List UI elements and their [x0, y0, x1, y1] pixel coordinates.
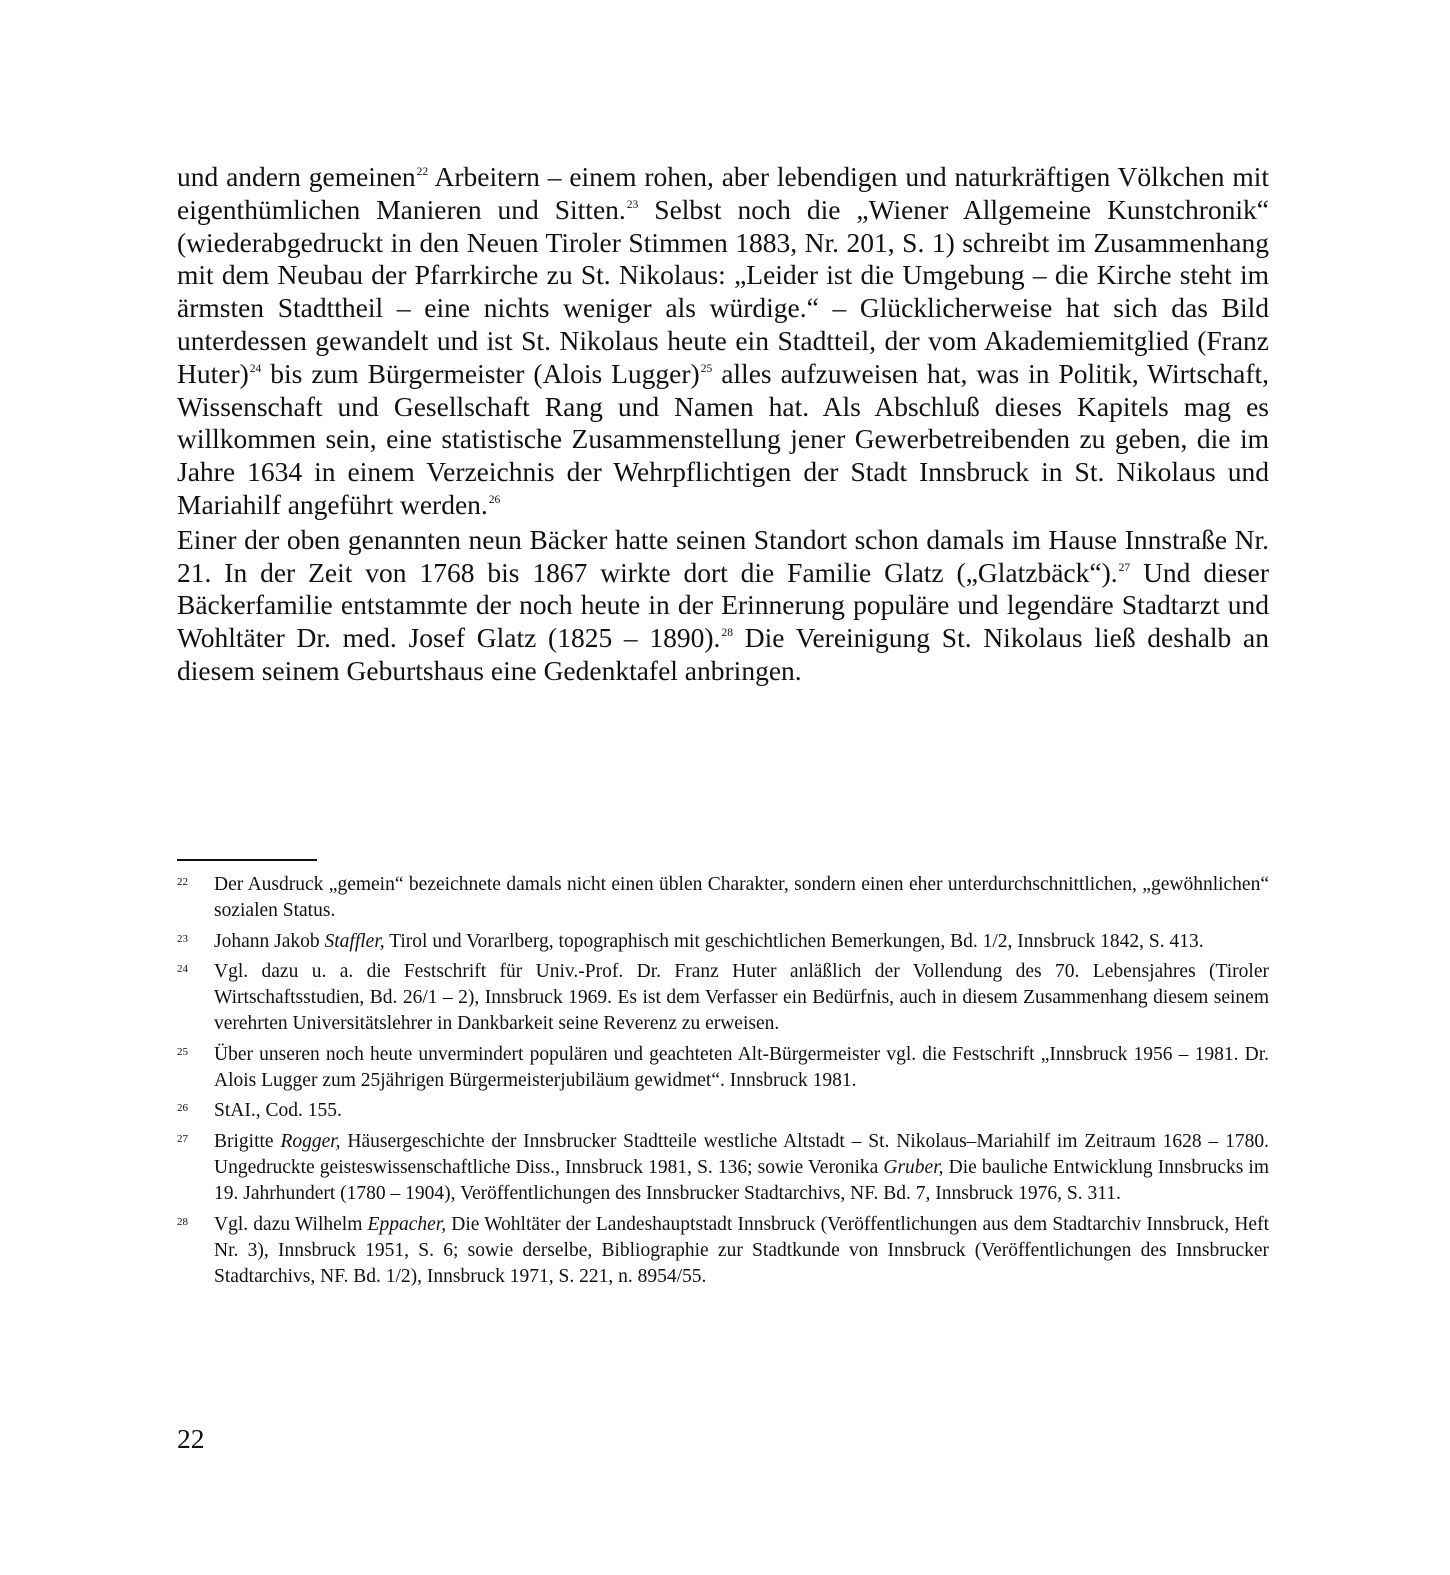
author-name: Rogger, — [280, 1130, 341, 1152]
footnote-ref-22: 22 — [416, 166, 429, 179]
text-run: Selbst noch die „Wiener Allgemeine Kunstchronik“ (wiederabgedruckt in den Neuen Tiroler Stimmen 1883, Nr. 201, S. 1) schreibt im Zusammenhang mit dem Neubau der Pfarrkirche zu St. Nikolaus: „Leider ist die Umgebung – die Kirche steht im ärmsten Stadttheil – eine nichts weniger als würdige.“ – Glücklicherweise hat sich das Bild unterdessen gewandelt und ist St. Nikolaus heute ein Stadtteil, der vom Akademiemitglied (Franz Huter) — [177, 193, 1269, 389]
text-run: Die Vereinigung St. Nikolaus ließ deshalb an diesem seinem Geburtshaus eine Gedenktafel anbringen. — [177, 622, 1269, 686]
footnote-number: 28 — [177, 1215, 188, 1228]
footnote-separator — [177, 859, 317, 861]
footnote-text — [214, 1214, 1269, 1288]
footnote-number: 23 — [177, 932, 188, 945]
paragraph-2 — [177, 524, 1269, 688]
footnote-ref-24: 24 — [249, 362, 262, 375]
page-number: 22 — [177, 1423, 205, 1454]
text-run: alles aufzuweisen hat, was in Politik, Wirtschaft, Wissenschaft und Gesellschaft Rang und Namen hat. Als Abschluß dieses Kapitels mag es willkommen sein, eine statistische Zusammenstellung jener Gewerbetreibenden zu geben, die im Jahre 1634 in einem Verzeichnis der Wehrpflichtigen der Stadt Innsbruck in St. Nikolaus und Mariahilf angeführt werden. — [177, 357, 1269, 520]
text-run: Häusergeschichte der Innsbrucker Stadtteile westliche Altstadt – St. Nikolaus–Mariahilf im Zeitraum 1628 – 1780. Ungedruckte geisteswissenschaftliche Diss., Innsbruck 1981, S. 136; sowie Veronika — [214, 1130, 1269, 1178]
footnote-number: 27 — [177, 1132, 188, 1145]
text-run: Die bauliche Entwicklung Innsbrucks im 19. Jahrhundert (1780 – 1904), Veröffentlichungen des Innsbrucker Stadtarchivs, NF. Bd. 7, Innsbruck 1976, S. 311. — [214, 1156, 1269, 1205]
footnote-text — [214, 961, 1269, 1035]
text-run: bis zum Bürgermeister (Alois Lugger) — [261, 357, 700, 389]
main-text — [177, 161, 1269, 688]
footnote-ref-23: 23 — [626, 198, 639, 211]
text-run: Der Ausdruck „gemein“ bezeichnete damals nicht einen üblen Charakter, sondern einen eher unterdurchschnittlichen, „gewöhnlichen“ sozialen Status. — [214, 874, 1269, 922]
footnote-number: 25 — [177, 1045, 188, 1058]
footnote-24 — [177, 959, 1269, 1038]
footnote-28 — [177, 1212, 1269, 1291]
footnote-23 — [177, 929, 1269, 955]
footnote-26 — [177, 1098, 1269, 1124]
text-run: Tirol und Vorarlberg, topographisch mit geschichtlichen Bemerkungen, Bd. 1/2, Innsbruck 1842, S. 413. — [384, 930, 1204, 952]
author-name: Staffler, — [324, 930, 385, 952]
author-name: Gruber, — [883, 1156, 944, 1178]
footnote-ref-27: 27 — [1118, 561, 1131, 574]
footnote-ref-28: 28 — [721, 627, 733, 640]
footnote-number: 24 — [177, 962, 188, 975]
footnote-22 — [177, 872, 1269, 925]
text-run: Vgl. dazu u. a. die Festschrift für Univ.-Prof. Dr. Franz Huter anläßlich der Vollendung des 70. Lebensjahres (Tiroler Wirtschaftsstudien, Bd. 26/1 – 2), Innsbruck 1969. Es ist dem Verfasser ein Bedürfnis, auch in diesem Zusammenhang diesem seinem verehrten Universitätslehrer in Dankbarkeit seine Reverenz zu erweisen. — [214, 960, 1269, 1035]
footnote-text — [214, 1044, 1269, 1091]
footnote-25 — [177, 1042, 1269, 1095]
footnote-ref-25: 25 — [700, 362, 713, 375]
footnote-text — [214, 1131, 1269, 1205]
text-run: Und dieser Bäckerfamilie entstammte der noch heute in der Erinnerung populäre und legendäre Stadtarzt und Wohltäter Dr. med. Josef Glatz (1825 – 1890). — [177, 556, 1269, 654]
text-run: und andern gemeinen — [177, 161, 416, 192]
text-run: Einer der oben genannten neun Bäcker hatte seinen Standort schon damals im Hause Innstraße Nr. 21. In der Zeit von 1768 bis 1867 wirkte dort die Familie Glatz („Glatzbäck“). — [177, 523, 1269, 588]
footnote-number: 26 — [177, 1102, 188, 1115]
footnotes — [177, 872, 1269, 1294]
footnote-ref-26: 26 — [488, 494, 501, 506]
text-run: Über unseren noch heute unvermindert populären und geachteten Alt-Bürgermeister vgl. die Festschrift „Innsbruck 1956 – 1981. Dr. Alois Lugger zum 25jährigen Bürgermeisterjubiläum gewidmet“. Innsbruck 1981. — [214, 1043, 1269, 1092]
text-run: Arbeitern – einem rohen, aber lebendigen und naturkräftigen Völkchen mit eigenthümlichen Manieren und Sitten. — [177, 161, 1269, 225]
paragraph-1 — [177, 161, 1269, 522]
author-name: Eppacher, — [367, 1213, 447, 1235]
footnote-text — [214, 931, 1204, 952]
footnote-27 — [177, 1129, 1269, 1208]
text-run: StAI., Cod. 155. — [214, 1100, 342, 1122]
text-run: Brigitte — [214, 1130, 281, 1152]
footnote-text — [214, 874, 1269, 921]
text-run: Johann Jakob — [214, 930, 325, 952]
footnote-text — [214, 1100, 342, 1121]
text-run: Die Wohltäter der Landeshauptstadt Innsbruck (Veröffentlichungen aus dem Stadtarchiv Innsbruck, Heft Nr. 3), Innsbruck 1951, S. 6; sowie derselbe, Bibliographie zur Stadtkunde von Innsbruck (Veröffentlichungen des Innsbrucker Stadtarchivs, NF. Bd. 1/2), Innsbruck 1971, S. 221, n. 8954/55. — [214, 1213, 1269, 1288]
footnote-number: 22 — [177, 876, 188, 888]
text-run: Vgl. dazu Wilhelm — [214, 1213, 368, 1235]
